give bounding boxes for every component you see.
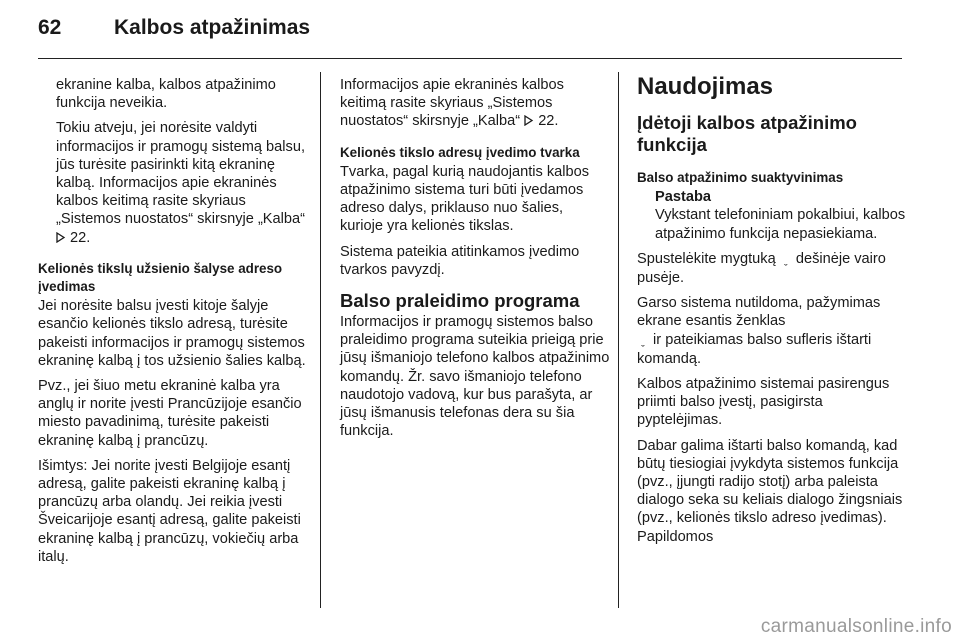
paragraph: Išimtys: Jei norite įvesti Belgijoje esantį adresą, galite pakeisti ekraninę kalbą į prancūzų arba olandų. Jei reikia įvesti Šveicarijoje esantį adresą, galite pakeisti ekraninę kalbą į prancūzų, vokiečių arba italų.	[38, 457, 301, 565]
section-heading: Balso praleidimo programa	[340, 290, 580, 312]
voice-button-icon: ˬ	[783, 253, 788, 266]
subheading: Kelionės tikslų užsienio šalyse adreso įvedimas	[38, 260, 283, 295]
paragraph: Dabar galima ištarti balso komandą, kad būtų tiesiogiai įvykdyta sistemos funkcija (pvz., įjungti radijo stotį) arba paleista dialogo seka su keliais dialogo žingsniais (pvz., kelionės tikslo adreso įvedimas). Papildomos	[637, 437, 903, 545]
paragraph-text: Tokiu atveju, jei norėsite valdyti informacijos ir pramogų sistemą balsu, jūs turėsite pasirinkti kitą ekraninę kalbą. Informacijos apie ekraninės kalbos keitimą rasite skyriaus „Sistemos nuostatos“ skirsnyje „Kalba“	[56, 120, 305, 228]
header-rule	[38, 58, 902, 59]
column-divider-2	[618, 72, 619, 608]
paragraph	[340, 76, 610, 131]
page-number: 62	[38, 16, 62, 39]
watermark: carmanualsonline.info	[760, 616, 952, 637]
cross-reference-arrow-icon	[56, 229, 66, 247]
voice-symbol-icon: ˬ	[641, 334, 645, 347]
note-title: Pastaba	[655, 189, 711, 206]
subheading: Balso atpažinimo suaktyvinimas	[637, 170, 844, 185]
paragraph: Tvarka, pagal kurią naudojantis kalbos atpažinimo sistema turi būti įvedamos adreso dalys, priklauso nuo šalies, kurioje yra kelionės tikslas.	[340, 163, 590, 235]
paragraph	[38, 119, 314, 246]
paragraph: Jei norėsite balsu įvesti kitoje šalyje esančio kelionės tikslo adresą, turėsite pakeisti informacijos ir pramogų sistemos ekraninę kalbą į tos užsienio šalies kalbą.	[38, 298, 306, 369]
paragraph: Pvz., jei šiuo metu ekraninė kalba yra anglų ir norite įvesti Prancūzijoje esančio miesto pavadinimą, turėsite pakeisti ekraninę kalbą į prancūzų.	[38, 378, 302, 449]
subheading: Kelionės tikslo adresų įvedimo tvarka	[340, 144, 580, 160]
chapter-title: Kalbos atpažinimas	[114, 16, 311, 39]
column-3	[637, 72, 909, 553]
paragraph-text: Spustelėkite mygtuką	[637, 250, 776, 267]
paragraph: Informacijos ir pramogų sistemos balso praleidimo programa suteikia prieigą prie jūsų išmaniojo telefono kalbos atpažinimo komandų. Žr. savo išmaniojo telefono naudotojo vadovą, kur bus parašyta, ar jūsų išmanusis telefonas dera su šia funkcija.	[340, 314, 610, 440]
chapter-heading: Naudojimas	[637, 73, 774, 100]
paragraph: Sistema pateikia atitinkamos įvedimo tvarkos pavyzdį.	[340, 243, 580, 278]
paragraph	[637, 250, 909, 287]
page-reference: 22.	[66, 229, 91, 246]
page-reference: 22.	[534, 113, 559, 130]
note-text: Vykstant telefoniniam pokalbiui, kalbos atpažinimo funkcija nepasiekiama.	[655, 207, 906, 242]
paragraph-text: Garso sistema nutildoma, pažymimas ekrane esantis ženklas	[637, 295, 881, 330]
paragraph: Kalbos atpažinimo sistemai pasirengus priimti balso įvestį, pasigirsta pyptelėjimas.	[637, 376, 890, 429]
section-heading: Įdėtoji kalbos atpažinimo funkcija	[637, 112, 857, 155]
paragraph	[637, 294, 909, 368]
cross-reference-arrow-icon	[524, 112, 534, 130]
column-2	[340, 76, 610, 447]
column-divider-1	[320, 72, 321, 608]
paragraph: ekranine kalba, kalbos atpažinimo funkcija neveikia.	[56, 77, 276, 112]
paragraph-text: ir pateikiamas balso sufleris ištarti komandą.	[637, 331, 872, 367]
column-1	[38, 76, 314, 573]
paragraph-text: dešinėje vairo pusėje.	[637, 250, 886, 287]
paragraph-text: Informacijos apie ekraninės kalbos keitimą rasite skyriaus „Sistemos nuostatos“ skirsnyje „Kalba“	[340, 77, 564, 130]
page-header	[38, 16, 310, 50]
